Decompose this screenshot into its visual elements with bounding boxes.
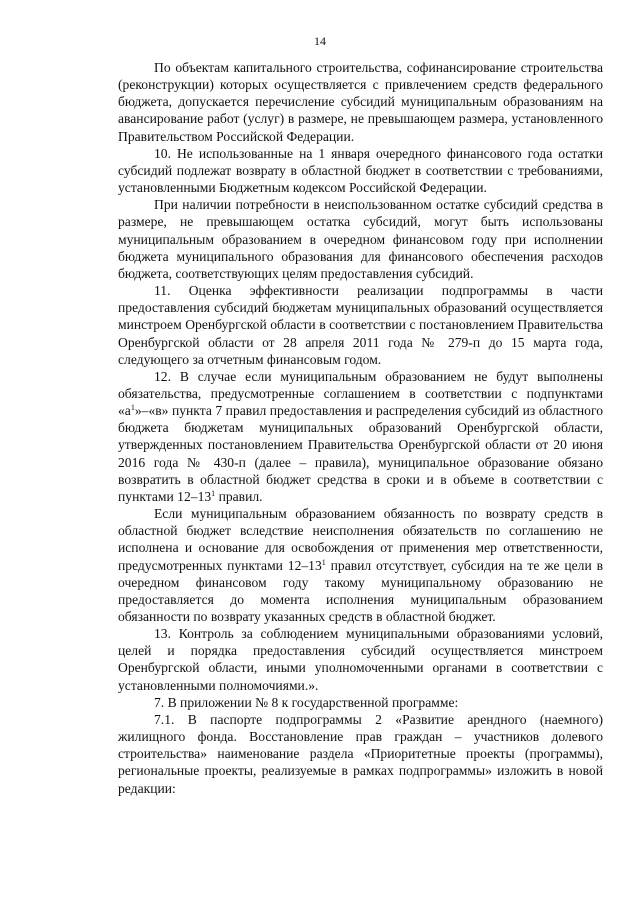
paragraph-10: 10. Не использованные на 1 января очередного финансового года остатки субсидий подлежат возврату в областной бюджет в соответствии с требованиями, установленными Бюджетным кодексом Российской Федерации. — [118, 145, 603, 196]
superscript-1: 1 — [211, 488, 216, 498]
paragraph-13: 13. Контроль за соблюдением муниципальными образованиями условий, целей и порядка предоставления субсидий осуществляется минстроем Оренбургской области, иными уполномоченными органами в соответствии с установленными полномочиями.». — [118, 626, 603, 693]
page-number: 14 — [314, 34, 326, 48]
document-body — [118, 59, 603, 797]
paragraph-12-part-1: 12. В случае если муниципальным образованием не будут выполнены обязательства, предусмотренные соглашением в соответствии с подпунктами «а — [118, 368, 603, 419]
paragraph-return-part-1: Если муниципальным образованием обязанность по возврату средств в областной бюджет вследствие неисполнения обязательств по соглашению не исполнена и основание для освобождения от применения мер ответственности, предусмотренных пунктами 12–13 — [118, 506, 603, 573]
paragraph-12 — [118, 368, 603, 505]
paragraph-12-part-3: правил. — [215, 488, 263, 504]
paragraph-7-1: 7.1. В паспорте подпрограммы 2 «Развитие арендного (наемного) жилищного фонда. Восстановление прав граждан – участников долевого строительства» наименование раздела «Приоритетные проекты (программы), региональные проекты, реализуемые в рамках подпрограммы» изложить в новой редакции: — [118, 711, 603, 796]
paragraph-unused-balance: При наличии потребности в неиспользованном остатке субсидий средства в размере, не превышающем остатка субсидий, могут быть использованы муниципальным образованием в очередном финансовом году при исполнении бюджета муниципального образования для финансового обеспечения расходов бюджета, соответствующих целям предоставления субсидий. — [118, 197, 603, 281]
paragraph-7: 7. В приложении № 8 к государственной программе: — [154, 694, 459, 710]
paragraph-capital-construction: По объектам капитального строительства, софинансирование строительства (реконструкции) которых осуществляется с привлечением средств федерального бюджета, допускается перечисление субсидий муниципальным образованиям на авансирование работ (услуг) в размере, не превышающем размера, установленного Правительством Российской Федерации. — [118, 60, 603, 144]
paragraph-11: 11. Оценка эффективности реализации подпрограммы в части предоставления субсидий бюджетам муниципальных образований осуществляется минстроем Оренбургской области в соответствии с постановлением Правительства Оренбургской области от 28 апреля 2011 года № 279-п до 15 марта года, следующего за отчетным финансовым годом. — [118, 283, 603, 367]
superscript-1: 1 — [130, 403, 135, 413]
superscript-1: 1 — [321, 557, 326, 567]
paragraph-return-part-2: правил отсутствует, субсидия на те же цели в очередном финансовом году такому муниципальному образованию не предоставляется до момента исполнения муниципальным образованием обязанности по возврату указанных средств в областной бюджет. — [118, 557, 603, 624]
paragraph-return-obligation — [118, 505, 603, 625]
paragraph-12-part-2: »–«в» пункта 7 правил предоставления и распределения субсидий из областного бюджета бюджетам муниципальных образований Оренбургской области, утвержденных постановлением Правительства Оренбургской области от 20 июня 2016 года № 430-п (далее – правила), муниципальное образование обязано возвратить в областной бюджет средства в сроки и в объеме в соответствии с пунктами 12–13 — [118, 403, 603, 504]
